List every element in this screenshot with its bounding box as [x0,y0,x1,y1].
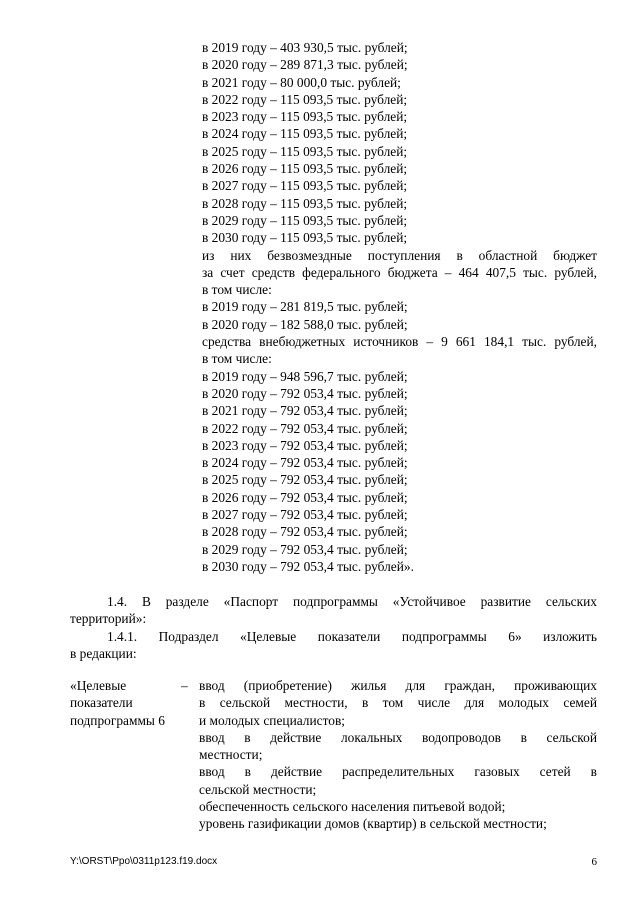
extra-para-line-2: в том числе: [202,351,272,367]
regional-budget-line-7: в 2025 году – 115 093,5 тыс. рублей; [202,143,408,159]
extra-budget-line-8: в 2026 году – 792 053,4 тыс. рублей; [202,489,408,505]
extra-budget-line-12: в 2030 году – 792 053,4 тыс. рублей». [202,558,414,574]
extra-para-line-1: средства внебюджетных источников – 9 661 184,1 тыс. рублей, [202,334,597,350]
regional-budget-line-3: в 2021 году – 80 000,0 тыс. рублей; [202,74,401,90]
funding-block [202,39,597,575]
federal-para-line-1: из них безвозмездные поступления в областной бюджет [202,247,597,263]
extra-budget-paragraph [202,333,597,368]
regional-budget-line-8: в 2026 году – 115 093,5 тыс. рублей; [202,161,408,177]
indicator-line-9: уровень газификации домов (квартир) в сельской местности; [199,816,547,832]
extra-budget-lines [202,368,597,576]
regional-budget-line-10: в 2028 году – 115 093,5 тыс. рублей; [202,195,408,211]
section-1-4 [70,593,597,628]
indicator-line-6: ввод в действие распределительных газовых сетей в [199,764,597,780]
regional-budget-line-9: в 2027 году – 115 093,5 тыс. рублей; [202,178,408,194]
regional-budget-line-1: в 2019 году – 403 930,5 тыс. рублей; [202,40,408,55]
extra-budget-line-11: в 2029 году – 792 053,4 тыс. рублей; [202,541,408,557]
indicator-line-4: ввод в действие локальных водопроводов в сельской [199,729,597,745]
indicators-dash: – [181,678,188,693]
extra-budget-line-1: в 2019 году – 948 596,7 тыс. рублей; [202,368,408,384]
indicator-line-1: ввод (приобретение) жилья для граждан, проживающих [199,678,597,693]
indicator-line-3: и молодых специалистов; [199,712,346,728]
section-1-4-line-2: территорий»: [70,611,147,627]
extra-budget-line-3: в 2021 году – 792 053,4 тыс. рублей; [202,403,408,419]
indicators-label-line-2: показатели [70,695,133,711]
regional-budget-line-6: в 2024 году – 115 093,5 тыс. рублей; [202,126,408,142]
federal-para-line-3: в том числе: [202,282,272,298]
section-1-4-1 [70,628,597,663]
indicator-line-7: сельской местности; [199,781,317,797]
extra-budget-line-6: в 2024 году – 792 053,4 тыс. рублей; [202,455,408,471]
indicators-label-line-3: подпрограммы 6 [70,712,165,728]
extra-budget-line-4: в 2022 году – 792 053,4 тыс. рублей; [202,420,408,436]
extra-budget-line-10: в 2028 году – 792 053,4 тыс. рублей; [202,524,408,540]
extra-budget-line-7: в 2025 году – 792 053,4 тыс. рублей; [202,472,408,488]
section-1-4-1-line-2: в редакции: [70,646,137,662]
federal-budget-lines [202,298,597,333]
indicators-value-cell [199,677,597,833]
regional-budget-line-11: в 2029 году – 115 093,5 тыс. рублей; [202,212,408,228]
federal-budget-line-2: в 2020 году – 182 588,0 тыс. рублей; [202,316,408,332]
file-path: Y:\ORST\Ppo\0311p123.f19.docx [70,856,218,867]
regional-budget-line-2: в 2020 году – 289 871,3 тыс. рублей; [202,57,408,73]
indicator-line-8: обеспеченность сельского населения питьевой водой; [199,799,506,815]
federal-paragraph [202,247,597,299]
regional-budget-line-5: в 2023 году – 115 093,5 тыс. рублей; [202,109,408,125]
indicator-line-5: местности; [199,747,263,763]
regional-budget-line-12: в 2030 году – 115 093,5 тыс. рублей; [202,230,408,246]
federal-para-line-2: за счет средств федерального бюджета – 464 407,5 тыс. рублей, [202,264,597,280]
section-1-4-line-1: 1.4. В разделе «Паспорт подпрограммы «Устойчивое развитие сельских [107,594,597,609]
regional-budget-line-4: в 2022 году – 115 093,5 тыс. рублей; [202,91,408,107]
page-number: 6 [591,856,597,868]
federal-budget-line-1: в 2019 году – 281 819,5 тыс. рублей; [202,299,408,315]
indicator-line-2: в сельской местности, в том числе для молодых семей [199,695,597,711]
extra-budget-line-2: в 2020 году – 792 053,4 тыс. рублей; [202,385,408,401]
indicators-label-cell [70,677,190,729]
extra-budget-line-5: в 2023 году – 792 053,4 тыс. рублей; [202,437,408,453]
regional-budget-lines [202,39,597,247]
indicators-label-line-1: «Целевые [70,678,127,693]
extra-budget-line-9: в 2027 году – 792 053,4 тыс. рублей; [202,507,408,523]
section-1-4-1-line-1: 1.4.1. Подраздел «Целевые показатели подпрограммы 6» изложить [107,629,597,644]
